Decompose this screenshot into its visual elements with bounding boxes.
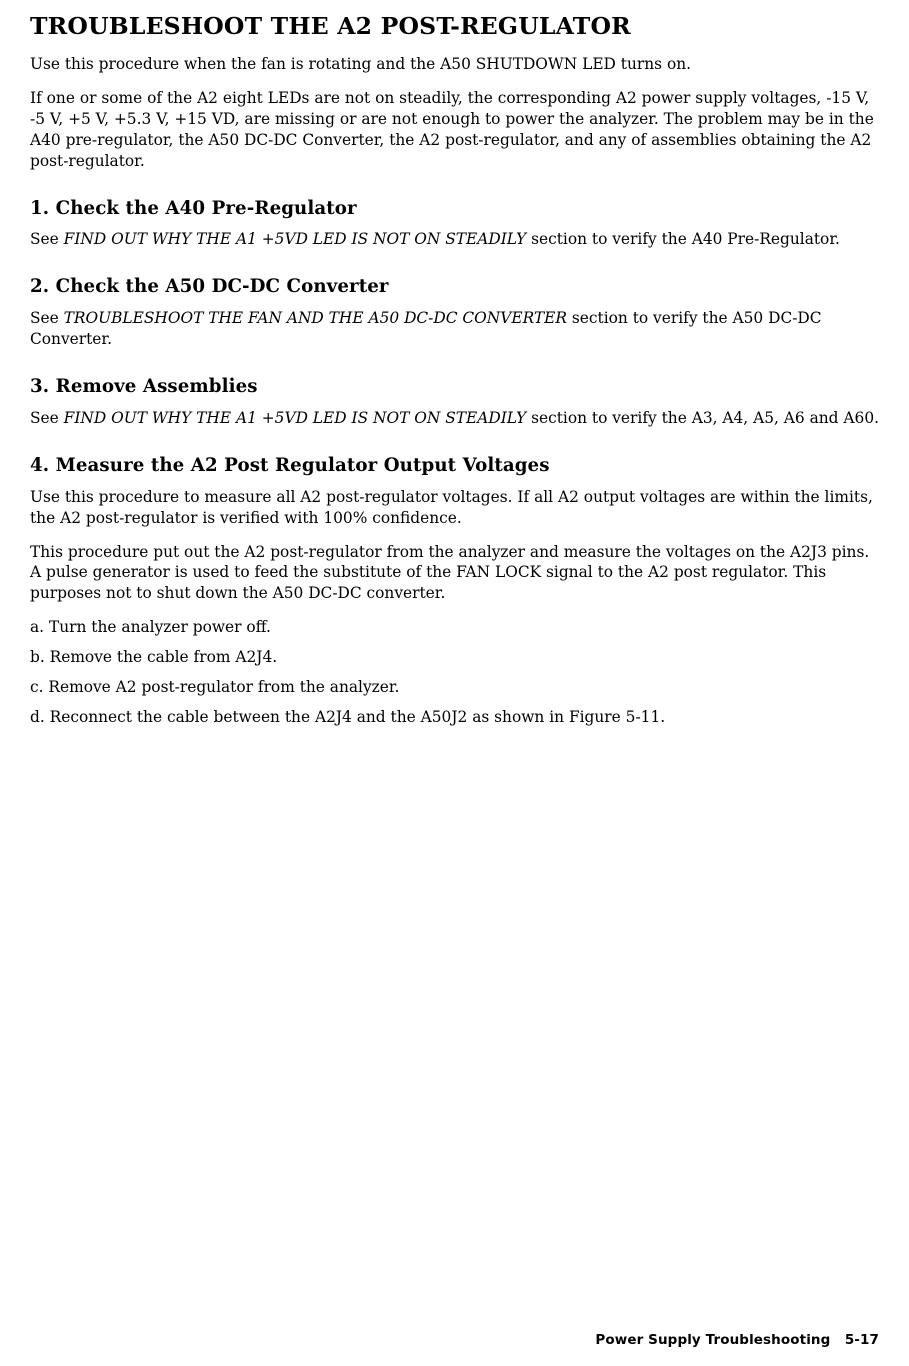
footer-page-number: 5-17 <box>844 1332 879 1348</box>
list-item: d. Reconnect the cable between the A2J4 and the A50J2 as shown in Figure 5-11. <box>30 708 666 727</box>
section-body-2-reference: TROUBLESHOOT THE FAN AND THE A50 DC-DC CONVERTER <box>63 309 568 328</box>
page-title: TROUBLESHOOT THE A2 POST-REGULATOR <box>30 12 631 40</box>
list-item: c. Remove A2 post-regulator from the analyzer. <box>30 678 400 697</box>
intro-paragraph-1: Use this procedure when the fan is rotating and the A50 SHUTDOWN LED turns on. <box>30 54 692 73</box>
section-heading-2: 2. Check the A50 DC-DC Converter <box>30 276 389 298</box>
page-footer <box>595 1332 879 1348</box>
section-body-1 <box>30 229 879 250</box>
section-body-3-pre: See <box>30 408 64 427</box>
list-item: b. Remove the cable from A2J4. <box>30 648 278 667</box>
section-body-3-post: section to verify the A3, A4, A5, A6 and A60. <box>526 408 880 427</box>
section-heading-4: 4. Measure the A2 Post Regulator Output Voltages <box>30 454 550 476</box>
section-body-1-reference: FIND OUT WHY THE A1 +5VD LED IS NOT ON STEADILY <box>63 230 527 249</box>
section-body-3-reference: FIND OUT WHY THE A1 +5VD LED IS NOT ON STEADILY <box>63 408 527 427</box>
intro-paragraph-2: If one or some of the A2 eight LEDs are not on steadily, the corresponding A2 power supply voltages, -15 V, -5 V, +5 V, +5.3 V, +15 VD, are missing or are not enough to power the analyzer. The problem may be in the A40 pre-regulator, the A50 DC-DC Converter, the A2 post-regulator, and any of assemblies obtaining the A2 post-regulator. <box>30 88 874 170</box>
section-heading-1: 1. Check the A40 Pre-Regulator <box>30 197 357 219</box>
section-4-paragraph-2: This procedure put out the A2 post-regulator from the analyzer and measure the voltages on the A2J3 pins. A pulse generator is used to feed the substitute of the FAN LOCK signal to the A2 post regulator. This purposes not to shut down the A50 DC-DC converter. <box>30 542 870 603</box>
section-body-2 <box>30 308 879 350</box>
section-body-1-pre: See <box>30 230 64 249</box>
section-body-1-post: section to verify the A40 Pre-Regulator. <box>526 230 840 249</box>
section-body-3 <box>30 408 879 429</box>
section-4-paragraph-1: Use this procedure to measure all A2 post-regulator voltages. If all A2 output voltages are within the limits, the A2 post-regulator is verified with 100% confidence. <box>30 487 873 527</box>
section-body-2-pre: See <box>30 309 64 328</box>
section-body-2-post: section to verify the A50 DC-DC Converter. <box>30 309 822 349</box>
footer-chapter-label: Power Supply Troubleshooting <box>595 1332 831 1348</box>
list-item: a. Turn the analyzer power off. <box>30 618 271 637</box>
section-heading-3: 3. Remove Assemblies <box>30 376 258 398</box>
